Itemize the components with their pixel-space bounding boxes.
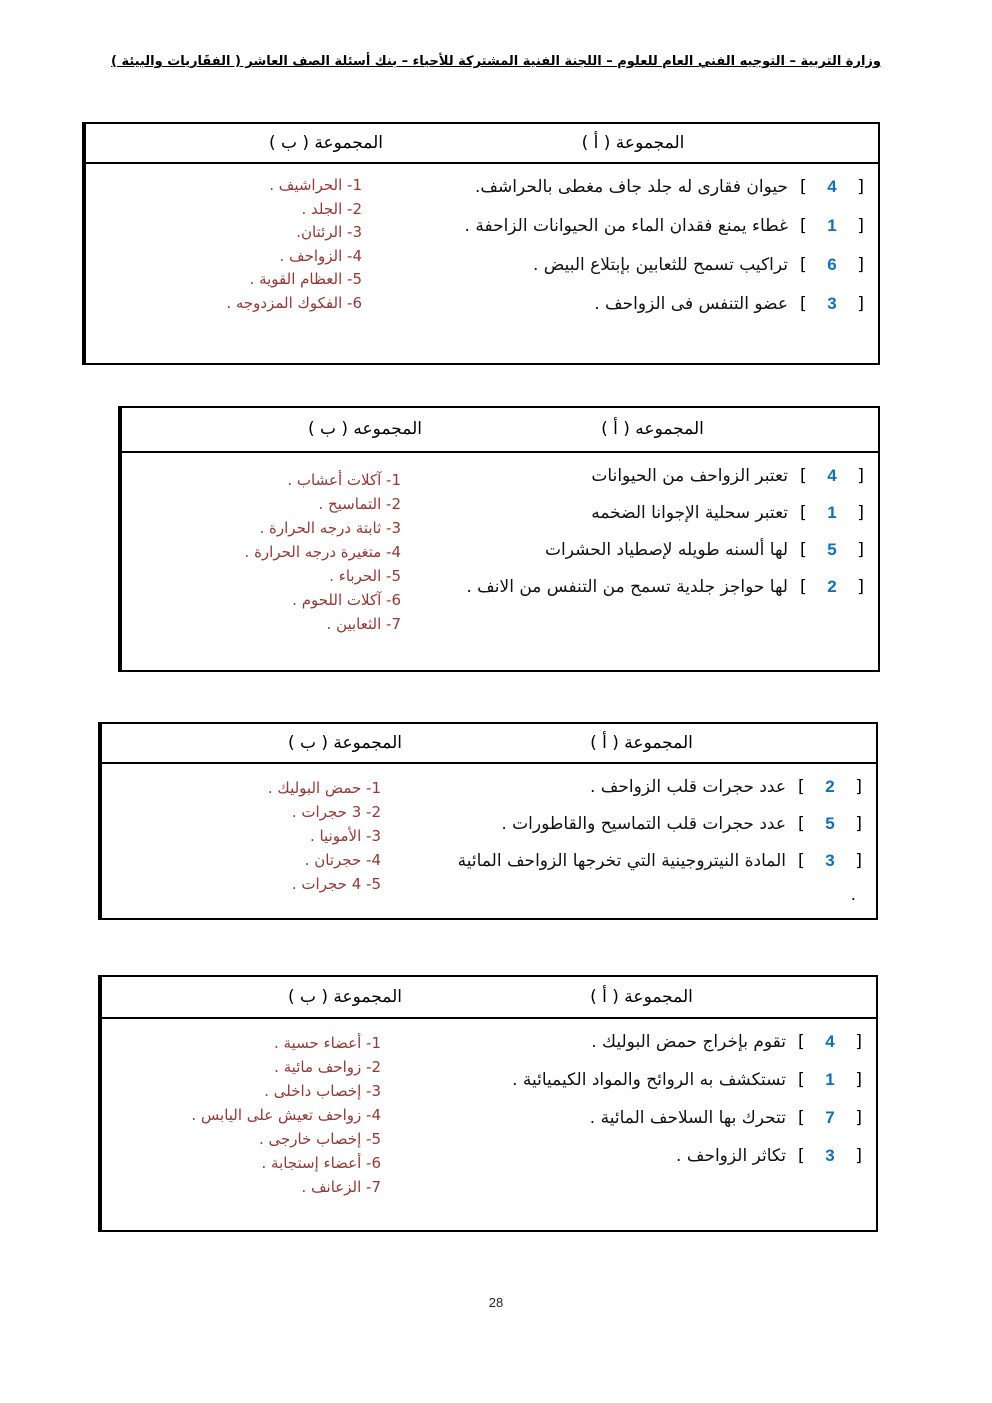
document-header-title	[0, 54, 992, 69]
group-a-row	[415, 1029, 862, 1067]
bracket-close: ]	[857, 177, 864, 197]
bracket-close: ]	[855, 1146, 862, 1166]
answer-brackets	[800, 574, 864, 600]
page-number: 28	[488, 1295, 504, 1310]
answer-number: 4	[827, 177, 837, 196]
group-a-text: لها حواجز جلدية تسمح من التنفس من الانف .	[466, 577, 788, 597]
group-b-item: 6- أعضاء إستجابة .	[261, 1154, 381, 1172]
group-a-row	[435, 574, 864, 611]
wrapped-period: .	[850, 885, 856, 905]
bracket-open: [	[798, 1032, 805, 1052]
group-b-cell	[84, 164, 388, 363]
answer-number: 3	[827, 294, 837, 313]
group-a-text: تكاثر الزواحف .	[676, 1146, 786, 1166]
bracket-open: [	[798, 777, 805, 797]
group-a-row	[415, 1105, 862, 1143]
answer-brackets	[800, 463, 864, 489]
group-a-row	[435, 463, 864, 500]
group-a-text: تراكيب تسمح للثعابين بإبتلاع البيض .	[532, 255, 788, 275]
group-a-row	[435, 537, 864, 574]
group-a-cell	[407, 764, 876, 918]
bracket-close: ]	[855, 1070, 862, 1090]
group-a-row	[435, 500, 864, 537]
answer-number: 7	[825, 1108, 835, 1127]
answer-brackets	[800, 291, 864, 317]
group-b-item: 3- الرئتان.	[296, 223, 362, 241]
bracket-open: [	[800, 540, 807, 560]
group-b-item: 3- إخصاب داخلى .	[264, 1082, 381, 1100]
group-b-item: 4- حجرتان .	[304, 851, 381, 869]
bracket-open: [	[800, 466, 807, 486]
group-a-row	[396, 291, 864, 330]
group-b-item: 3- ثابتة درجه الحرارة .	[259, 519, 401, 537]
bracket-close: ]	[855, 777, 862, 797]
group-b-item: 5- إخصاب خارجى .	[258, 1130, 381, 1148]
group-b-item: 1- آكلات أعشاب .	[287, 471, 401, 489]
answer-number: 3	[825, 1146, 835, 1165]
group-b-header: المجموعة ( ب )	[100, 724, 407, 764]
group-a-header: المجموعة ( أ )	[407, 977, 876, 1019]
answer-brackets	[800, 252, 864, 278]
group-a-row	[396, 213, 864, 252]
answer-brackets	[798, 1105, 862, 1131]
answer-number: 2	[827, 577, 837, 596]
bracket-close: ]	[855, 814, 862, 834]
group-b-item: 2- التماسيح .	[318, 495, 401, 513]
group-b-item: 5- العظام القوية .	[249, 270, 362, 288]
group-a-header: المجموعة ( أ )	[388, 124, 878, 164]
group-a-row	[415, 774, 862, 811]
group-b-item: 2- 3 حجرات .	[291, 803, 381, 821]
group-b-item: 2- الجلد .	[301, 199, 362, 218]
bracket-open: [	[800, 216, 807, 236]
answer-brackets	[798, 774, 862, 800]
group-a-text: تستكشف به الروائح والمواد الكيميائية .	[512, 1070, 786, 1090]
bracket-close: ]	[857, 503, 864, 523]
group-b-item: 5- 4 حجرات .	[291, 875, 381, 893]
header-text: وزارة التربية – التوجيه الفني العام للعلوم – اللجنة الفنية المشتركة للأحياء – بنك أسئلة الصف العاشر ( الفقَاريات والبيئة )	[110, 54, 881, 69]
group-a-text: عدد حجرات قلب التماسيح والقاطورات .	[501, 814, 786, 834]
answer-brackets	[798, 1143, 862, 1169]
bracket-open: [	[800, 503, 807, 523]
answer-brackets	[800, 174, 864, 200]
answer-brackets	[798, 811, 862, 837]
matching-table-1	[82, 122, 880, 365]
group-a-text: تقوم بإخراج حمض البوليك .	[591, 1032, 786, 1052]
answer-number: 1	[827, 216, 837, 235]
group-b-item: 5- الحرباء .	[329, 567, 401, 585]
group-a-row	[415, 1143, 862, 1181]
group-a-text: تعتبر الزواحف من الحيوانات	[591, 466, 788, 486]
group-a-text: حيوان فقارى له جلد جاف مغطى بالحراشف.	[475, 177, 788, 197]
group-a-row	[396, 252, 864, 291]
bracket-open: [	[798, 851, 805, 871]
answer-brackets	[800, 500, 864, 526]
group-b-item: 6- الفكوك المزدوجه .	[226, 293, 362, 312]
bracket-open: [	[798, 814, 805, 834]
bracket-open: [	[800, 294, 807, 314]
answer-number: 4	[825, 1032, 835, 1051]
group-a-cell	[388, 164, 878, 363]
bracket-close: ]	[857, 466, 864, 486]
group-a-text: عدد حجرات قلب الزواحف .	[589, 777, 786, 797]
group-a-text: المادة النيتروجينية التي تخرجها الزواحف المائية	[457, 851, 786, 871]
answer-number: 3	[825, 851, 835, 870]
group-b-item: 1- الحراشيف .	[269, 176, 362, 194]
bracket-close: ]	[855, 851, 862, 871]
group-b-header: المجموعة ( ب )	[84, 124, 388, 164]
group-b-item: 1- حمض البوليك .	[267, 779, 381, 797]
answer-brackets	[800, 213, 864, 239]
answer-number: 1	[825, 1070, 835, 1089]
bracket-open: [	[798, 1070, 805, 1090]
answer-number: 1	[827, 503, 837, 522]
group-b-item: 6- آكلات اللحوم .	[292, 591, 401, 609]
matching-table-3	[98, 722, 878, 920]
group-b-header: المجموعة ( ب )	[100, 977, 407, 1019]
answer-number: 4	[827, 466, 837, 485]
answer-brackets	[800, 537, 864, 563]
answer-number: 5	[825, 814, 835, 833]
group-b-item: 4- متغيرة درجه الحرارة .	[244, 543, 401, 561]
bracket-close: ]	[855, 1032, 862, 1052]
bracket-close: ]	[857, 540, 864, 560]
group-b-header: المجموعه ( ب )	[120, 408, 427, 453]
answer-number: 6	[827, 255, 837, 274]
matching-table-2	[118, 406, 880, 672]
group-a-text: غطاء يمنع فقدان الماء من الحيوانات الزاحفة .	[464, 216, 788, 236]
group-a-row	[396, 174, 864, 213]
group-b-item: 7- الزعانف .	[301, 1178, 381, 1196]
bracket-open: [	[798, 1146, 805, 1166]
group-a-text: عضو التنفس فى الزواحف .	[594, 294, 788, 314]
group-a-row	[415, 848, 862, 885]
bracket-close: ]	[857, 216, 864, 236]
answer-brackets	[798, 1067, 862, 1093]
bracket-close: ]	[857, 294, 864, 314]
group-b-item: 4- زواحف تعيش على اليابس .	[191, 1106, 381, 1124]
group-a-text: لها ألسنه طويله لإصطياد الحشرات	[544, 540, 788, 560]
bracket-close: ]	[855, 1108, 862, 1128]
group-b-item: 2- زواحف مائية .	[274, 1058, 381, 1076]
group-b-item: 1- أعضاء حسية .	[273, 1034, 381, 1052]
group-b-item: 3- الأمونيا .	[309, 827, 381, 845]
group-a-header: المجموعه ( أ )	[427, 408, 878, 453]
matching-table-4	[98, 975, 878, 1232]
group-b-item: 7- الثعابين .	[326, 615, 401, 633]
bracket-open: [	[800, 177, 807, 197]
group-b-cell	[120, 453, 427, 670]
bracket-open: [	[800, 577, 807, 597]
answer-brackets	[798, 1029, 862, 1055]
group-b-item: 4- الزواحف .	[279, 246, 362, 265]
group-b-cell	[100, 1019, 407, 1230]
group-a-row	[415, 811, 862, 848]
answer-brackets	[798, 848, 862, 874]
group-b-cell	[100, 764, 407, 918]
answer-number: 5	[827, 540, 837, 559]
group-a-cell	[427, 453, 878, 670]
group-a-row	[415, 1067, 862, 1105]
bracket-close: ]	[857, 577, 864, 597]
answer-number: 2	[825, 777, 835, 796]
group-a-header: المجموعة ( أ )	[407, 724, 876, 764]
bracket-open: [	[800, 255, 807, 275]
bracket-close: ]	[857, 255, 864, 275]
bracket-open: [	[798, 1108, 805, 1128]
group-a-text: تتحرك بها السلاحف المائية .	[589, 1108, 786, 1128]
group-a-text: تعتبر سحلية الإجوانا الضخمه	[591, 503, 788, 523]
group-a-cell	[407, 1019, 876, 1230]
